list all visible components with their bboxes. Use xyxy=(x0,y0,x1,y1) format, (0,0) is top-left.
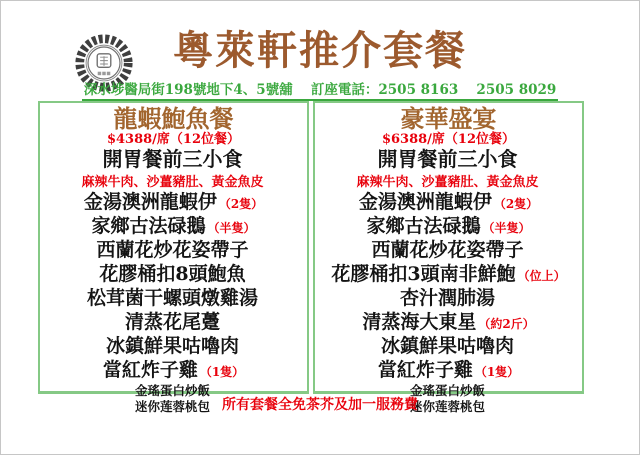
address-line-wrap xyxy=(1,79,639,101)
menu-name: 龍蝦鮑魚餐 xyxy=(113,104,234,133)
dish-text: 迷你莲蓉桃包 xyxy=(409,399,485,414)
dish-note: （半隻） xyxy=(207,221,256,235)
menu-price: $6388/席（12位餐） xyxy=(381,132,516,147)
dish-text: 家鄉古法碌鵝 xyxy=(91,215,206,237)
dish-text: 麻辣牛肉、沙薑豬肚、黃金魚皮 xyxy=(356,175,539,190)
dish-text: 冰鎮鮮果咕嚕肉 xyxy=(380,335,514,357)
menu-card-lobster-abalone xyxy=(38,101,309,414)
dish-row xyxy=(315,239,582,263)
dish-row xyxy=(315,335,582,359)
dish-row xyxy=(40,148,307,174)
dish-note: （約2斤） xyxy=(478,317,535,331)
dish-row xyxy=(315,311,582,335)
dish-row xyxy=(40,215,307,239)
dish-row xyxy=(315,287,582,311)
dish-row xyxy=(315,174,582,191)
dish-row xyxy=(40,311,307,335)
dish-text: 開胃餐前三小食 xyxy=(102,147,243,171)
dish-text: 清蒸花尾躉 xyxy=(124,311,220,333)
dish-row xyxy=(40,263,307,287)
dish-text: 開胃餐前三小食 xyxy=(377,147,518,171)
dish-text: 當紅炸子雞 xyxy=(102,359,198,381)
menu-price: $4388/席（12位餐） xyxy=(106,132,241,147)
dish-text: 麻辣牛肉、沙薑豬肚、黃金魚皮 xyxy=(81,175,264,190)
dish-text: 花膠桶扣3頭南非鮮鮑 xyxy=(331,263,516,285)
dish-note: （2隻） xyxy=(218,197,264,211)
dish-row xyxy=(40,287,307,311)
dish-text: 迷你莲蓉桃包 xyxy=(134,399,210,414)
dish-text: 清蒸海大東星 xyxy=(362,311,477,333)
dish-text: 松茸菌干螺頭燉雞湯 xyxy=(86,287,258,309)
address-and-phone: 深水埗醫局街198號地下4、5號舖 訂座電話：2505 8163 2505 8029 xyxy=(82,82,559,101)
page-title: 粵萊軒推介套餐 xyxy=(173,27,467,74)
dish-list xyxy=(40,148,307,415)
dish-row xyxy=(315,215,582,239)
dish-row xyxy=(40,359,307,383)
dish-text: 西蘭花炒花姿帶子 xyxy=(371,239,524,261)
dish-note: （位上） xyxy=(517,269,566,283)
dish-row xyxy=(40,174,307,191)
dish-row xyxy=(315,148,582,174)
dish-text: 杏汁潤肺湯 xyxy=(399,287,495,309)
dish-row xyxy=(40,239,307,263)
dish-text: 金瑤蛋白炒飯 xyxy=(409,383,485,398)
dish-row xyxy=(315,191,582,215)
dish-row xyxy=(315,359,582,383)
dish-text: 當紅炸子雞 xyxy=(377,359,473,381)
dish-note: （半隻） xyxy=(482,221,531,235)
dish-text: 冰鎮鮮果咕嚕肉 xyxy=(105,335,239,357)
dish-note: （1隻） xyxy=(199,365,245,379)
dish-text: 金瑤蛋白炒飯 xyxy=(134,383,210,398)
dish-row xyxy=(315,263,582,287)
dish-text: 金湯澳洲龍蝦伊 xyxy=(358,191,492,213)
dish-text: 花膠桶扣8頭鮑魚 xyxy=(99,263,246,285)
footer-note: 所有套餐全免茶芥及加一服務費 xyxy=(222,397,418,413)
dish-row xyxy=(40,335,307,359)
menu-name: 豪華盛宴 xyxy=(400,104,497,133)
dish-text: 金湯澳洲龍蝦伊 xyxy=(83,191,217,213)
dish-text: 西蘭花炒花姿帶子 xyxy=(96,239,249,261)
dish-note: （1隻） xyxy=(474,365,520,379)
dish-note: （2隻） xyxy=(493,197,539,211)
dish-row xyxy=(40,191,307,215)
dish-text: 家鄉古法碌鵝 xyxy=(366,215,481,237)
dish-list xyxy=(315,148,582,415)
